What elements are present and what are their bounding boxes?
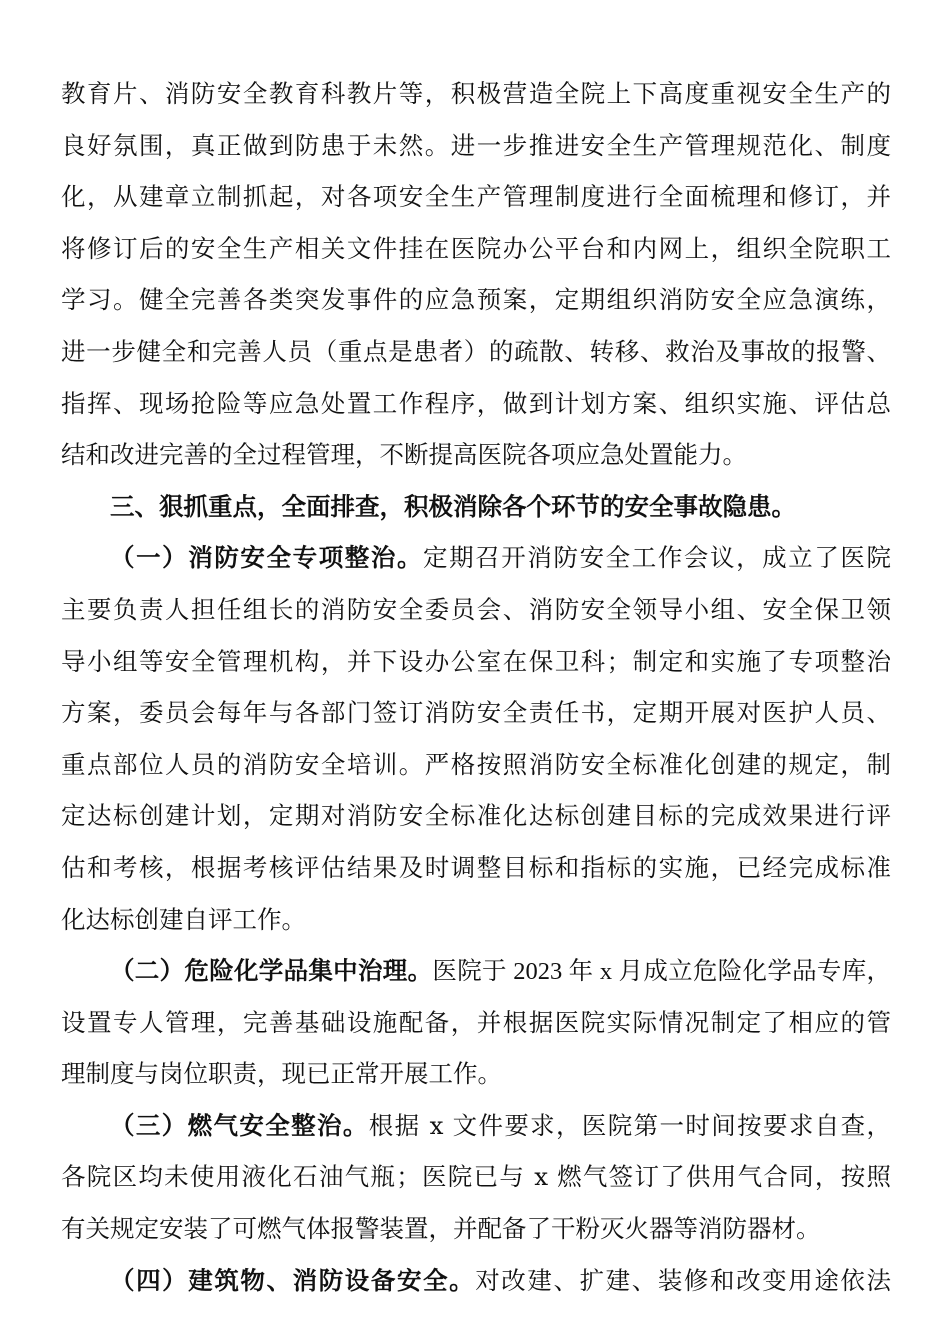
paragraph-text: 根据 x 文件要求，医院第一时间按要求自查， xyxy=(368,1110,891,1140)
paragraph-building-safety xyxy=(61,1255,891,1307)
section-heading: 三、狠抓重点，全面排查，积极消除各个环节的安全事故隐患。 xyxy=(110,491,796,521)
subsection-heading: （四）建筑物、消防设备安全。 xyxy=(110,1265,476,1295)
paragraph-text: 定期召开消防安全工作会议，成立了医院 xyxy=(423,543,891,573)
text-line: 进一步健全和完善人员（重点是患者）的疏散、转移、救治及事故的报警、 xyxy=(61,336,891,366)
text-line: 教育片、消防安全教育科教片等，积极营造全院上下高度重视安全生产的 xyxy=(61,79,891,108)
text-line: 各院区均未使用液化石油气瓶；医院已与 x 燃气签订了供用气合同，按照 xyxy=(61,1162,891,1192)
paragraph-text: 医院于 2023 年 x 月成立危险化学品专库， xyxy=(432,958,891,986)
text-line: 理制度与岗位职责，现已正常开展工作。 xyxy=(61,1059,502,1089)
paragraph-first-line xyxy=(61,1255,891,1307)
paragraph-gas-safety xyxy=(61,1100,891,1255)
paragraph-first-line xyxy=(61,532,891,584)
paragraph-hazardous-chemicals xyxy=(61,945,891,1100)
text-line: 设置专人管理，完善基础设施配备，并根据医院实际情况制定了相应的管 xyxy=(61,1007,891,1037)
text-line: 主要负责人担任组长的消防安全委员会、消防安全领导小组、安全保卫领 xyxy=(61,594,891,624)
text-line: 良好氛围，真正做到防患于未然。进一步推进安全生产管理规范化、制度 xyxy=(61,130,891,160)
text-line: 估和考核，根据考核评估结果及时调整目标和指标的实施，已经完成标准 xyxy=(61,852,891,882)
paragraph-continuation xyxy=(61,68,891,481)
text-line: 化达标创建自评工作。 xyxy=(61,904,306,934)
text-line: 导小组等安全管理机构，并下设办公室在保卫科；制定和实施了专项整治 xyxy=(61,646,891,676)
text-line: 方案，委员会每年与各部门签订消防安全责任书，定期开展对医护人员、 xyxy=(61,698,891,728)
text-line: 指挥、现场抢险等应急处置工作程序，做到计划方案、组织实施、评估总 xyxy=(61,388,891,418)
subsection-heading: （二）危险化学品集中治理。 xyxy=(110,956,433,986)
paragraph-text: 对改建、扩建、装修和改变用途依法 xyxy=(475,1265,891,1295)
text-line: 化，从建章立制抓起，对各项安全生产管理制度进行全面梳理和修订，并 xyxy=(61,182,891,212)
paragraph-fire-safety xyxy=(61,532,891,945)
text-line: 将修订后的安全生产相关文件挂在医院办公平台和内网上，组织全院职工 xyxy=(61,233,891,263)
subsection-heading: （一）消防安全专项整治。 xyxy=(110,543,424,573)
text-line: 重点部位人员的消防安全培训。严格按照消防安全标准化创建的规定，制 xyxy=(61,749,891,779)
text-line: 学习。健全完善各类突发事件的应急预案，定期组织消防安全应急演练， xyxy=(61,285,891,315)
document-body xyxy=(61,68,891,1306)
text-line: 结和改进完善的全过程管理，不断提高医院各项应急处置能力。 xyxy=(61,440,747,470)
text-line: 定达标创建计划，定期对消防安全标准化达标创建目标的完成效果进行评 xyxy=(61,801,891,831)
paragraph-first-line xyxy=(61,945,891,997)
text-line: 有关规定安装了可燃气体报警装置，并配备了干粉灭火器等消防器材。 xyxy=(61,1214,821,1244)
subsection-heading: （三）燃气安全整治。 xyxy=(110,1110,369,1140)
paragraph-first-line xyxy=(61,1100,891,1152)
